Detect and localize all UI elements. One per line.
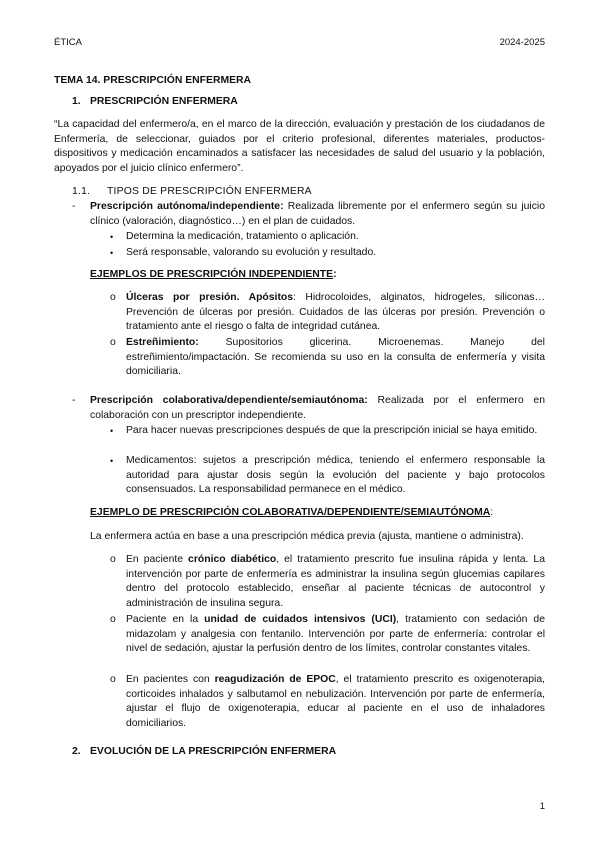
item-text: , tratamiento con sedación de midazolam y analgesia con fentanilo. Intervención por parte de enfermería: controlar el nivel de sedación, ajustar la perfusión dentro de los límites, controlar constantes vitales.	[126, 614, 545, 655]
item-pre: En pacientes con	[126, 674, 215, 685]
definition-quote: “La capacidad del enfermero/a, en el marco de la dirección, evaluación y prestación de los ciudadanos de Enfermería, de seleccionar, guiados por el criterio profesional, diferentes materiales, productos-dispositivos y medicación encaminados a satisfacer las necesidades de salud del usuario y la población, apoyados por el juicio clínico enfermero”.	[54, 119, 545, 174]
autonoma-paragraph	[90, 200, 545, 229]
bullet-icon: •	[110, 426, 114, 436]
item-text: , el tratamiento prescrito es oxigenoterapia, corticoides inhalados y salbutamol en nebulización. Intervención por parte de enfermería, ajustar el flujo de oxigenoterapia, educar al paciente en el uso de inhaladores domiciliarios.	[126, 674, 545, 729]
subsection-1-1-heading	[72, 185, 312, 200]
bullet-icon: •	[110, 232, 114, 242]
list-item	[126, 291, 545, 335]
item-term: Estreñimiento:	[126, 337, 199, 348]
item-text: , el tratamiento prescrito fue insulina rápida y lenta. La intervención por parte de enfermería es administrar la insulina según glucemias capilares dentro del protocolo establecido, enseñar al paciente técnicas de autocontrol y administración de insulina segura.	[126, 554, 545, 609]
page-number: 1	[539, 801, 545, 812]
ejemplo-colaborativa-title: EJEMPLO DE PRESCRIPCIÓN COLABORATIVA/DEPENDIENTE/SEMIAUTÓNOMA	[90, 507, 491, 518]
circle-bullet-icon: o	[110, 292, 116, 303]
subsection-title: TIPOS DE PRESCRIPCIÓN ENFERMERA	[107, 186, 312, 197]
colaborativa-text: Realizada por el enfermero en colaboración con un prescriptor independiente.	[90, 395, 545, 421]
item-pre: Paciente en la	[126, 614, 205, 625]
list-item: Determina la medicación, tratamiento o aplicación.	[126, 231, 359, 242]
item-term: unidad de cuidados intensivos (UCI)	[204, 614, 397, 625]
header-subject: ÉTICA	[54, 37, 82, 48]
heading-colon: :	[490, 507, 494, 518]
item-text: : Hidrocoloides, alginatos, hidrogeles, siliconas…Prevención de úlceras por presión. Cuidados de las úlceras por presión. Prevención o tratamiento ante el riesgo o falta de integridad cutánea.	[126, 292, 545, 333]
bullet-icon: •	[110, 248, 114, 258]
dash-marker: -	[72, 395, 76, 406]
list-item	[126, 336, 545, 380]
item-term: crónico diabético	[188, 554, 277, 565]
item-text: Supositorios glicerina. Microenemas. Manejo del estreñimiento/impactación. Se recomienda su uso en la consulta de enfermería y visita domiciliaria.	[126, 337, 545, 378]
circle-bullet-icon: o	[110, 554, 116, 565]
item-term: reagudización de EPOC	[214, 674, 336, 685]
colaborativa-paragraph	[90, 394, 545, 423]
item-term: Úlceras por presión. Apósitos	[126, 292, 294, 303]
list-item: Medicamentos: sujetos a prescripción médica, teniendo el enfermero responsable la autoridad para ajustar dosis según la evolución del paciente y bajo protocolos consensuados. La responsabilidad permanece en el médico.	[126, 455, 545, 496]
list-item	[126, 673, 545, 731]
subsection-number: 1.1.	[72, 186, 91, 197]
ejemplo-colaborativa-heading	[90, 506, 493, 521]
circle-bullet-icon: o	[110, 614, 116, 625]
section-1-number: 1.	[72, 96, 81, 107]
autonoma-text: Realizada libremente por el enfermero según su juicio clínico (valoración, diagnóstico…) en el plan de cuidados.	[90, 201, 545, 227]
ejemplo-colaborativa-intro: La enfermera actúa en base a una prescripción médica previa (ajusta, mantiene o administra).	[90, 531, 524, 542]
section-2-number: 2.	[72, 746, 81, 757]
dash-marker: -	[72, 201, 76, 212]
circle-bullet-icon: o	[110, 674, 116, 685]
item-pre: En paciente	[126, 554, 189, 565]
circle-bullet-icon: o	[110, 337, 116, 348]
section-2-title: EVOLUCIÓN DE LA PRESCRIPCIÓN ENFERMERA	[90, 746, 337, 757]
ejemplos-independiente-heading	[90, 268, 337, 283]
list-item: Será responsable, valorando su evolución y resultado.	[126, 247, 377, 258]
colaborativa-term: Prescripción colaborativa/dependiente/semiautónoma:	[90, 395, 368, 406]
document-title: TEMA 14. PRESCRIPCIÓN ENFERMERA	[54, 75, 252, 86]
bullet-icon: •	[110, 456, 114, 466]
list-item: Para hacer nuevas prescripciones después de que la prescripción inicial se haya emitido.	[126, 425, 538, 436]
ejemplos-independiente-title: EJEMPLOS DE PRESCRIPCIÓN INDEPENDIENTE	[90, 269, 334, 280]
autonoma-term: Prescripción autónoma/independiente:	[90, 201, 284, 212]
list-item	[126, 553, 545, 611]
header-year: 2024-2025	[499, 37, 545, 48]
section-1-title: PRESCRIPCIÓN ENFERMERA	[90, 96, 238, 107]
list-item	[126, 613, 545, 657]
section-1-heading	[72, 95, 238, 110]
heading-colon: :	[333, 269, 337, 280]
section-2-heading	[72, 745, 336, 760]
